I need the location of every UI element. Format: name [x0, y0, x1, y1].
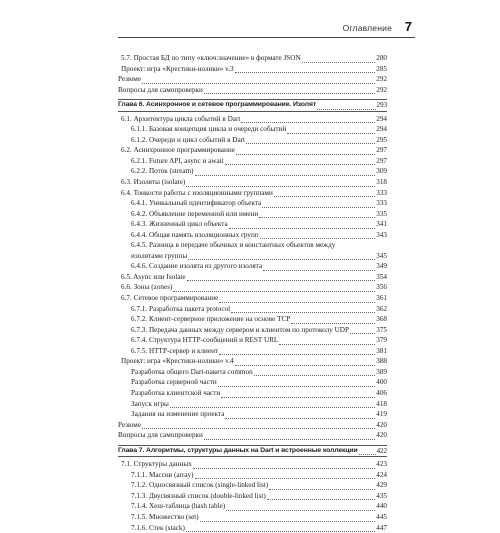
toc-leader-dots — [236, 146, 375, 155]
toc-page-number: 419 — [376, 410, 387, 419]
toc-entry-title: 6.1.2. Очереди и цикл событий в Dart — [131, 135, 246, 144]
toc-page-number: 420 — [376, 420, 387, 429]
toc-entry — [118, 282, 387, 293]
toc-entry — [118, 240, 387, 251]
toc-page-number: 345 — [376, 251, 387, 260]
toc-page-number: 295 — [376, 135, 387, 144]
toc-entry — [118, 124, 387, 135]
toc-entry — [118, 188, 387, 199]
toc-page-number: 309 — [376, 167, 387, 176]
toc-entry — [118, 501, 387, 512]
toc-leader-dots — [221, 389, 375, 398]
toc-leader-dots — [235, 357, 376, 366]
toc-leader-dots — [231, 304, 375, 313]
toc-entry-title: Резюме — [118, 75, 142, 84]
toc-entry — [118, 377, 387, 388]
toc-leader-dots — [225, 410, 375, 419]
toc-entry-title: Глава 7. Алгоритмы, структуры данных на Dart и встроенные коллекции — [118, 446, 358, 454]
toc-page-number: 375 — [376, 325, 387, 334]
toc-leader-dots — [219, 346, 375, 355]
toc-entry-title: 6.2.2. Поток (stream) — [131, 167, 194, 176]
toc-page-number: 318 — [376, 178, 387, 187]
page-number: 7 — [404, 19, 412, 34]
toc-page-number: 293 — [376, 101, 387, 110]
toc-page-number: 440 — [376, 502, 387, 511]
toc-leader-dots — [186, 178, 375, 187]
toc-entry-title: 7.1.4. Хеш-таблица (hash table) — [131, 502, 226, 511]
toc-entry-title: 6.7.2. Клиент-серверное приложение на основе TCP — [131, 315, 291, 324]
toc-page-number: 297 — [376, 156, 387, 165]
toc-entry — [118, 459, 387, 470]
toc-leader-dots — [204, 85, 375, 94]
toc-entry-title: Задания на изменение проекта — [131, 410, 225, 419]
toc-entry-title: 6.2.1. Future API, async и await — [131, 156, 224, 165]
toc-entry — [118, 209, 387, 220]
toc-page-number: 420 — [376, 431, 387, 440]
toc-entry-title: 6.1. Архитектура цикла событий в Dart — [121, 114, 241, 123]
toc-leader-dots — [218, 378, 375, 387]
toc-leader-dots — [317, 101, 375, 110]
toc-page-number: 292 — [376, 85, 387, 94]
toc-entry — [118, 166, 387, 177]
toc-page-number: 379 — [376, 336, 387, 345]
toc-leader-dots — [254, 367, 376, 376]
toc-page-number: 368 — [376, 315, 387, 324]
toc-page-number: 362 — [376, 304, 387, 313]
toc-leader-dots — [204, 431, 375, 440]
toc-entry — [118, 261, 387, 272]
toc-page-number: 447 — [376, 523, 387, 532]
toc-page-number: 445 — [376, 512, 387, 521]
toc-entry-title: 7.1.6. Стек (stack) — [131, 523, 185, 532]
toc-entry-title: 6.4. Тонкости работы с изоляционными группами — [121, 188, 273, 197]
toc-leader-dots — [200, 513, 376, 522]
toc-entry-title: Разработка клиентской части — [131, 388, 221, 397]
toc-entry-title: 6.4.3. Жизненный цикл объекта — [131, 220, 228, 229]
toc-leader-dots — [193, 460, 375, 469]
toc-entry-title: 6.2. Асинхронное программирование — [121, 146, 235, 155]
toc-entry-title: 6.3. Изоляты (isolate) — [121, 178, 186, 187]
toc-leader-dots — [262, 199, 375, 208]
toc-leader-dots — [287, 125, 375, 134]
toc-entry-title: 6.4.4. Общая память изоляционных групп — [131, 230, 259, 239]
toc-page-number: 381 — [376, 346, 387, 355]
toc-entry-title: 6.4.1. Уникальный идентификатор объекта — [131, 199, 262, 208]
toc-entry — [118, 293, 387, 304]
toc-entry-title: Проект: игра «Крестики-нолики» v.3 — [121, 64, 234, 73]
toc-leader-dots — [269, 481, 375, 490]
toc-entry-title: 6.7.4. Структура HTTP-сообщений и REST URL — [131, 336, 279, 345]
toc-entry — [118, 251, 387, 262]
toc-entry — [118, 135, 387, 146]
toc-leader-dots — [195, 470, 376, 479]
toc-leader-dots — [219, 294, 375, 303]
toc-entry-title: 7.1.3. Двусвязный список (double-linked list) — [131, 491, 266, 500]
toc-entry — [118, 470, 387, 481]
toc-page-number: 422 — [376, 446, 387, 455]
toc-entry — [118, 480, 387, 491]
toc-page-number: 435 — [376, 491, 387, 500]
toc-entry-title: 6.6. Зоны (zones) — [121, 283, 173, 292]
toc-page-number: 285 — [376, 64, 387, 73]
toc-leader-dots — [267, 491, 375, 500]
toc-leader-dots — [235, 64, 376, 73]
toc-leader-dots — [259, 209, 375, 218]
toc-entry-title: 6.4.2. Объявление переменной или имени — [131, 209, 259, 218]
toc-page-number: 424 — [376, 470, 387, 479]
header-rule — [118, 37, 415, 38]
toc-entry-title: Вопросы для самопроверки — [118, 431, 203, 440]
toc-entry-title: 7.1.2. Односвязный список (single-linked list) — [131, 481, 269, 490]
toc-entry — [118, 114, 387, 125]
toc-entry — [118, 219, 387, 230]
toc-page-number: 335 — [376, 209, 387, 218]
toc-page-number: 297 — [376, 146, 387, 155]
toc-entry — [118, 523, 387, 533]
toc-entry — [118, 367, 387, 378]
toc-entry — [118, 85, 387, 96]
toc-entry — [118, 272, 387, 283]
table-of-contents — [118, 53, 387, 533]
toc-page-number: 280 — [376, 54, 387, 62]
toc-entry — [118, 420, 387, 431]
toc-entry — [118, 156, 387, 167]
toc-entry-title: 7.1. Структуры данных — [121, 460, 192, 469]
running-header-title: Оглавление — [342, 23, 392, 33]
toc-entry — [118, 230, 387, 241]
toc-entry-title: 6.7.3. Передача данных между сервером и клиентом по протоколу UDP — [131, 325, 349, 334]
toc-entry — [118, 64, 387, 75]
toc-page-number: 333 — [376, 199, 387, 208]
toc-entry-title: 6.1.1. Базовая концепция цикла и очереди событий — [131, 125, 287, 134]
toc-leader-dots — [260, 230, 376, 239]
toc-leader-dots — [195, 167, 376, 176]
toc-page-number: 349 — [376, 262, 387, 271]
toc-entry-title: Вопросы для самопроверки — [118, 85, 203, 94]
toc-leader-dots — [173, 283, 375, 292]
toc-entry — [118, 304, 387, 315]
toc-leader-dots — [359, 446, 376, 455]
toc-entry-title: изолятами группы — [131, 251, 188, 260]
toc-entry-title: Проект: игра «Крестики-нолики» v.4 — [121, 357, 234, 366]
toc-entry-title: Глава 6. Асинхронное и сетевое программирование. Изолят — [118, 101, 317, 109]
toc-page-number: 294 — [376, 114, 387, 123]
toc-entry — [118, 177, 387, 188]
toc-page-number: 333 — [376, 188, 387, 197]
toc-leader-dots — [302, 54, 376, 63]
toc-entry-title: 6.7.1. Разработка пакета protocol — [131, 304, 231, 313]
toc-entry-title: 6.7.5. HTTP-сервер и клиент — [131, 346, 219, 355]
toc-leader-dots — [188, 251, 375, 260]
toc-page-number: 292 — [376, 75, 387, 84]
toc-entry — [118, 388, 387, 399]
toc-entry — [118, 430, 387, 441]
toc-page-number: 361 — [376, 294, 387, 303]
toc-page-number: 389 — [376, 367, 387, 376]
toc-leader-dots — [229, 220, 376, 229]
toc-leader-dots — [186, 523, 375, 532]
toc-entry-title: 6.5. Async или Isolate — [121, 272, 186, 281]
toc-leader-dots — [274, 188, 375, 197]
toc-entry — [118, 512, 387, 523]
toc-entry — [118, 74, 387, 85]
toc-leader-dots — [170, 399, 375, 408]
toc-chapter-entry — [118, 445, 387, 458]
toc-entry — [118, 335, 387, 346]
toc-page-number: 294 — [376, 125, 387, 134]
toc-page-number: 429 — [376, 481, 387, 490]
toc-page-number: 406 — [376, 388, 387, 397]
toc-leader-dots — [246, 135, 375, 144]
toc-entry-title: 6.7. Сетевое программирование — [121, 294, 219, 303]
toc-entry — [118, 399, 387, 410]
toc-entry — [118, 145, 387, 156]
toc-page-number: 343 — [376, 230, 387, 239]
toc-entry — [118, 356, 387, 367]
toc-entry — [118, 198, 387, 209]
toc-leader-dots — [187, 272, 376, 281]
toc-entry-title: Резюме — [118, 420, 142, 429]
toc-leader-dots — [241, 114, 375, 123]
toc-page-number: 418 — [376, 399, 387, 408]
toc-page-number: 423 — [376, 460, 387, 469]
toc-leader-dots — [142, 420, 375, 429]
toc-leader-dots — [225, 156, 376, 165]
toc-entry-title: 7.1.1. Массив (array) — [131, 470, 194, 479]
toc-entry-title: 6.4.5. Разница в передаче обычных и константных объектов между — [131, 241, 336, 250]
page-header — [0, 20, 500, 40]
toc-entry — [118, 346, 387, 357]
toc-page-number: 400 — [376, 378, 387, 387]
toc-entry-title: Запуск игры — [131, 399, 169, 408]
toc-entry — [118, 325, 387, 336]
toc-entry-title: 7.1.5. Множество (set) — [131, 512, 199, 521]
toc-page-number: 341 — [376, 220, 387, 229]
toc-leader-dots — [291, 315, 375, 324]
toc-leader-dots — [279, 336, 375, 345]
toc-leader-dots — [226, 502, 375, 511]
toc-entry — [118, 409, 387, 420]
toc-leader-dots — [263, 262, 375, 271]
toc-entry-title: Разработка серверной части — [131, 378, 217, 387]
toc-page-number: 388 — [376, 357, 387, 366]
toc-leader-dots — [142, 75, 375, 84]
toc-leader-dots — [350, 325, 375, 334]
toc-page-number: 356 — [376, 283, 387, 292]
toc-entry-title: 6.4.6. Создание изолята из другого изолята — [131, 262, 263, 271]
toc-entry-title: 5.7. Простая БД по типу «ключ:значение» в формате JSON — [121, 54, 301, 62]
toc-entry-title: Разработка общего Dart-пакета common — [131, 367, 253, 376]
toc-entry — [118, 314, 387, 325]
toc-chapter-entry — [118, 99, 387, 112]
toc-page-number: 354 — [376, 272, 387, 281]
toc-entry — [118, 53, 387, 64]
